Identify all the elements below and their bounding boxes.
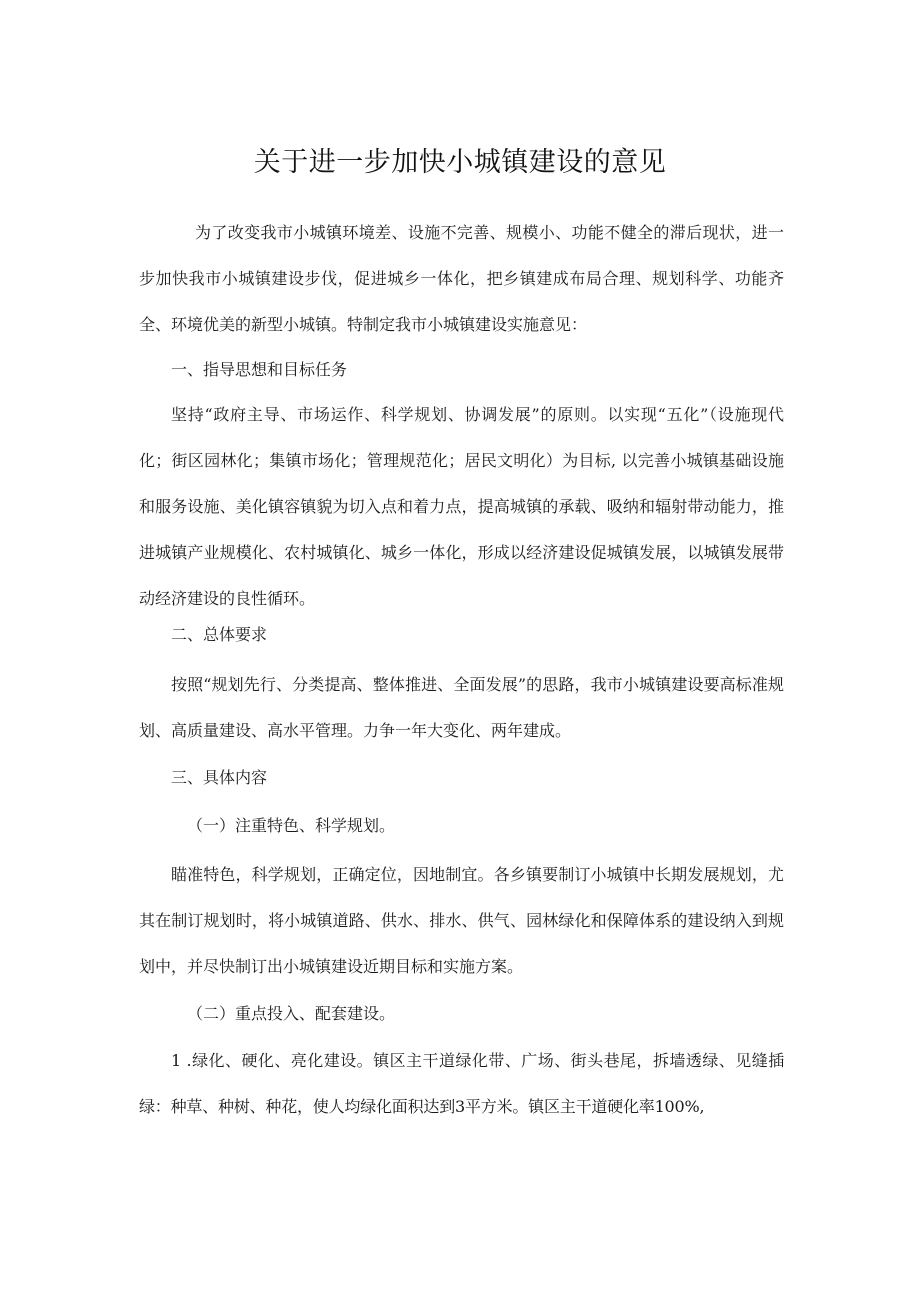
section-2-paragraph-block bbox=[139, 662, 784, 754]
section-3-heading-block bbox=[139, 755, 784, 801]
intro-paragraph-block bbox=[139, 210, 784, 348]
subsection-1-paragraph-block bbox=[139, 852, 784, 990]
document-title: 关于进一步加快小城镇建设的意见 bbox=[253, 147, 667, 178]
section-2-heading-block bbox=[139, 612, 784, 658]
subsection-2-paragraph: 1 .绿化、硬化、亮化建设。镇区主干道绿化带、广场、街头巷尾，拆墙透绿、见缝插绿：种草、种树、种花，使人均绿化面积达到3平方米。镇区主干道硬化率100%, bbox=[139, 1051, 784, 1116]
subsection-1-heading: （一）注重特色、科学规划。 bbox=[187, 816, 396, 835]
subsection-2-heading: （二）重点投入、配套建设。 bbox=[187, 1004, 396, 1023]
section-1-paragraph: 坚持“政府主导、市场运作、科学规划、协调发展”的原则。以实现“五化”（设施现代化；街区园林化；集镇市场化；管理规范化；居民文明化）为目标, 以完善小城镇基础设施和服务设施、美化镇容镇貌为切入点和着力点，提高城镇的承载、吸纳和辐射带动能力，推进城镇产业规模化、农村城镇化、城乡一体化，形成以经济建设促城镇发展，以城镇发展带动经济建设的良性循环。 bbox=[139, 405, 784, 608]
section-3-heading: 三、具体内容 bbox=[171, 768, 268, 787]
subsection-2-paragraph-block bbox=[139, 1038, 784, 1130]
subsection-1-heading-block bbox=[139, 803, 784, 849]
section-2-heading: 二、总体要求 bbox=[171, 625, 268, 644]
intro-paragraph: 为了改变我市小城镇环境差、设施不完善、规模小、功能不健全的滞后现状，进一步加快我市小城镇建设步伐，促进城乡一体化，把乡镇建成布局合理、规划科学、功能齐全、环境优美的新型小城镇。特制定我市小城镇建设实施意见： bbox=[139, 223, 784, 334]
section-1-heading-block bbox=[139, 347, 784, 393]
section-2-paragraph: 按照“规划先行、分类提高、整体推进、全面发展”的思路，我市小城镇建设要高标准规划、高质量建设、高水平管理。力争一年大变化、两年建成。 bbox=[139, 675, 784, 740]
section-1-heading: 一、指导思想和目标任务 bbox=[171, 360, 348, 379]
section-1-paragraph-block bbox=[139, 392, 784, 622]
subsection-2-heading-block bbox=[139, 991, 784, 1037]
subsection-1-paragraph: 瞄准特色，科学规划，正确定位，因地制宜。各乡镇要制订小城镇中长期发展规划，尤其在制订规划时，将小城镇道路、供水、排水、供气、园林绿化和保障体系的建设纳入到规划中，并尽快制订出小城镇建设近期目标和实施方案。 bbox=[139, 865, 784, 976]
